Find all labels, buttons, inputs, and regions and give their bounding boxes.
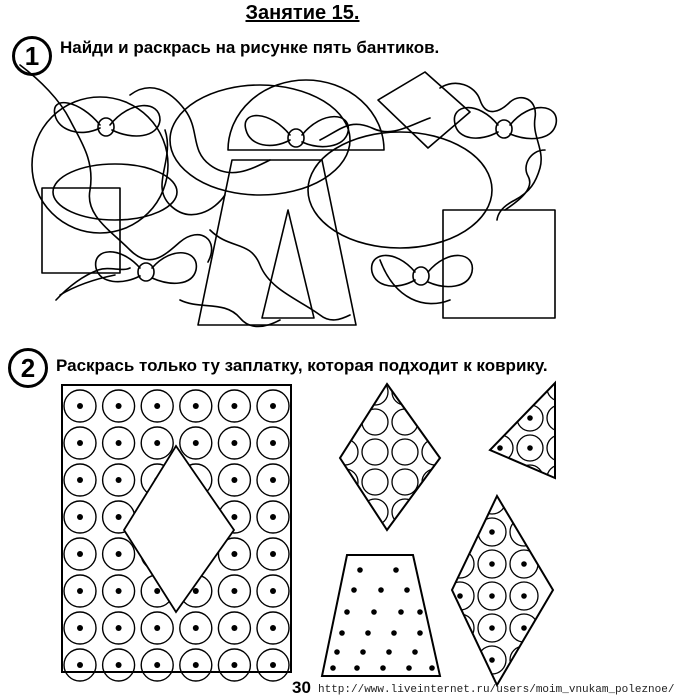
watermark-url: http://www.liveinternet.ru/users/moim_vnukam_poleznoe/ <box>318 684 674 696</box>
task-2-number: 2 <box>8 348 48 388</box>
patch-diamond-plain-circles <box>332 379 448 530</box>
task-1-number: 1 <box>12 36 52 76</box>
page-number: 30 <box>292 678 311 697</box>
rug-pattern <box>62 385 291 681</box>
patch-trapezoid-dots <box>322 555 440 676</box>
task-2-instruction: Раскрась только ту заплатку, которая подходит к коврику. <box>56 356 548 375</box>
task-1-instruction: Найди и раскрась на рисунке пять бантиков. <box>60 38 440 57</box>
patch-diamond-dotted-circles <box>446 486 553 685</box>
patch-triangle-dotted-circles <box>487 375 573 491</box>
lesson-title: Занятие 15. <box>245 2 360 24</box>
